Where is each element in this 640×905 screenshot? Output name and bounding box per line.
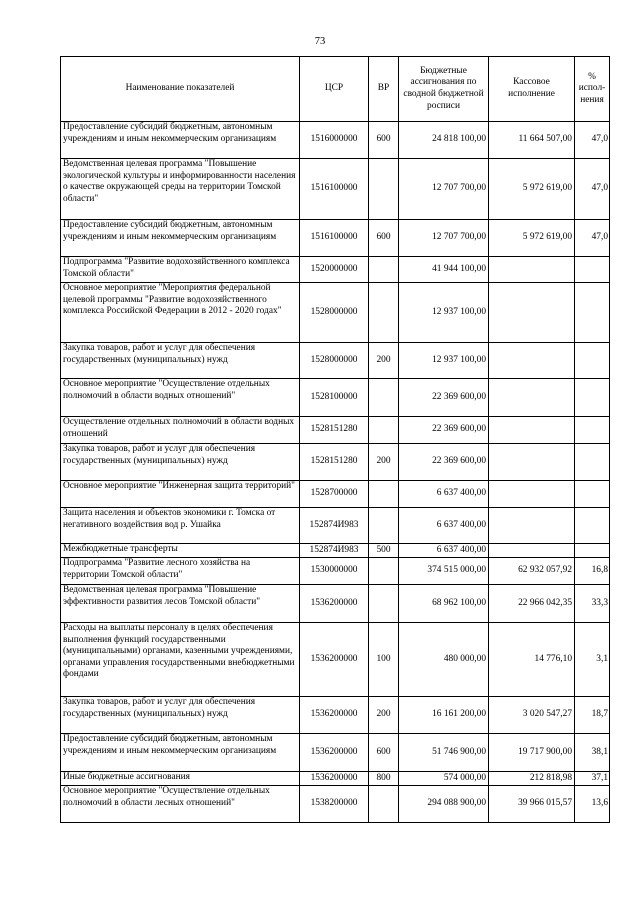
row-budget: 12 937 100,00: [399, 283, 489, 343]
row-cash: 19 717 900,00: [489, 734, 575, 772]
row-pct: [575, 343, 610, 379]
row-name: Предоставление субсидий бюджетным, автономным учреждениям и иным некоммерческим организациям: [61, 220, 300, 257]
table-row: [61, 257, 610, 283]
row-budget: 374 515 000,00: [399, 558, 489, 585]
row-name: Иные бюджетные ассигнования: [61, 772, 300, 786]
row-pct: [575, 257, 610, 283]
row-name: Расходы на выплаты персоналу в целях обеспечения выполнения функций государственными (муниципальными) органами, казенными учреждениями, органами управления государственными внебюджетными фондами: [61, 623, 300, 697]
row-csr: 1528000000: [300, 283, 369, 343]
row-cash: [489, 444, 575, 481]
row-cash: 14 776,10: [489, 623, 575, 697]
table-row: [61, 122, 610, 159]
row-budget: 24 818 100,00: [399, 122, 489, 159]
row-csr: 1516100000: [300, 159, 369, 220]
row-cash: 5 972 619,00: [489, 159, 575, 220]
row-csr: 1516000000: [300, 122, 369, 159]
row-cash: [489, 343, 575, 379]
page-number: 73: [314, 36, 326, 47]
row-name: Подпрограмма "Развитие лесного хозяйства на территории Томской области": [61, 558, 300, 585]
row-pct: 3,1: [575, 623, 610, 697]
row-csr: 1538200000: [300, 786, 369, 823]
row-name: Основное мероприятие "Осуществление отдельных полномочий в области водных отношений": [61, 379, 300, 417]
row-vr: [369, 508, 399, 544]
header-budget: Бюджетные ассигнования по сводной бюджетной росписи: [399, 57, 489, 122]
row-vr: [369, 159, 399, 220]
row-cash: 11 664 507,00: [489, 122, 575, 159]
row-pct: [575, 283, 610, 343]
row-pct: 13,6: [575, 786, 610, 823]
row-cash: 62 932 057,92: [489, 558, 575, 585]
row-budget: 41 944 100,00: [399, 257, 489, 283]
row-vr: [369, 558, 399, 585]
table-row: [61, 734, 610, 772]
table-row: [61, 379, 610, 417]
header-vr: ВР: [369, 57, 399, 122]
row-vr: 600: [369, 122, 399, 159]
row-name: Предоставление субсидий бюджетным, автономным учреждениям и иным некоммерческим организациям: [61, 734, 300, 772]
row-cash: [489, 283, 575, 343]
row-cash: 212 818,98: [489, 772, 575, 786]
row-vr: [369, 257, 399, 283]
table-row: [61, 220, 610, 257]
row-name: Закупка товаров, работ и услуг для обеспечения государственных (муниципальных) нужд: [61, 444, 300, 481]
table-row: [61, 623, 610, 697]
row-pct: 18,7: [575, 697, 610, 734]
row-pct: [575, 444, 610, 481]
row-vr: 200: [369, 697, 399, 734]
row-vr: [369, 786, 399, 823]
table-row: [61, 159, 610, 220]
row-budget: 12 937 100,00: [399, 343, 489, 379]
row-cash: [489, 379, 575, 417]
row-budget: 51 746 900,00: [399, 734, 489, 772]
row-pct: [575, 417, 610, 444]
row-budget: 68 962 100,00: [399, 585, 489, 623]
header-name: Наименование показателей: [61, 57, 300, 122]
row-budget: 294 088 900,00: [399, 786, 489, 823]
row-budget: 6 637 400,00: [399, 544, 489, 558]
row-vr: 600: [369, 734, 399, 772]
row-budget: 12 707 700,00: [399, 220, 489, 257]
table-row: [61, 283, 610, 343]
row-csr: 1528700000: [300, 481, 369, 508]
header-csr: ЦСР: [300, 57, 369, 122]
row-vr: 800: [369, 772, 399, 786]
table-row: [61, 343, 610, 379]
row-pct: 33,3: [575, 585, 610, 623]
row-cash: [489, 417, 575, 444]
row-budget: 480 000,00: [399, 623, 489, 697]
table-row: [61, 481, 610, 508]
row-csr: 1530000000: [300, 558, 369, 585]
row-name: Межбюджетные трансферты: [61, 544, 300, 558]
row-pct: [575, 508, 610, 544]
row-csr: 1536200000: [300, 697, 369, 734]
row-cash: 5 972 619,00: [489, 220, 575, 257]
row-pct: 16,8: [575, 558, 610, 585]
row-vr: [369, 585, 399, 623]
row-csr: 1516100000: [300, 220, 369, 257]
row-name: Ведомственная целевая программа "Повышение экологической культуры и информированности населения о качестве окружающей среды на территории Томской области": [61, 159, 300, 220]
row-vr: 100: [369, 623, 399, 697]
row-vr: [369, 283, 399, 343]
row-pct: 47,0: [575, 159, 610, 220]
row-vr: 200: [369, 343, 399, 379]
row-budget: 12 707 700,00: [399, 159, 489, 220]
row-vr: 200: [369, 444, 399, 481]
row-budget: 22 369 600,00: [399, 417, 489, 444]
row-cash: [489, 257, 575, 283]
row-name: Защита населения и объектов экономики г. Томска от негативного воздействия вод р. Ушайка: [61, 508, 300, 544]
row-pct: 37,1: [575, 772, 610, 786]
row-cash: 3 020 547,27: [489, 697, 575, 734]
row-vr: 500: [369, 544, 399, 558]
row-pct: 47,0: [575, 122, 610, 159]
table-row: [61, 772, 610, 786]
row-budget: 574 000,00: [399, 772, 489, 786]
header-pct: % испол-нения: [575, 57, 610, 122]
row-cash: [489, 481, 575, 508]
row-csr: 1536200000: [300, 585, 369, 623]
table-row: [61, 417, 610, 444]
row-name: Основное мероприятие "Инженерная защита территорий": [61, 481, 300, 508]
row-pct: [575, 481, 610, 508]
table-header-row: [61, 57, 610, 122]
row-csr: 152874И983: [300, 544, 369, 558]
row-name: Осуществление отдельных полномочий в области водных отношений: [61, 417, 300, 444]
row-name: Закупка товаров, работ и услуг для обеспечения государственных (муниципальных) нужд: [61, 343, 300, 379]
table-row: [61, 585, 610, 623]
row-pct: [575, 379, 610, 417]
table-row: [61, 444, 610, 481]
row-cash: [489, 508, 575, 544]
row-budget: 22 369 600,00: [399, 379, 489, 417]
row-vr: [369, 379, 399, 417]
table-row: [61, 786, 610, 823]
row-name: Предоставление субсидий бюджетным, автономным учреждениям и иным некоммерческим организациям: [61, 122, 300, 159]
row-vr: [369, 481, 399, 508]
row-name: Закупка товаров, работ и услуг для обеспечения государственных (муниципальных) нужд: [61, 697, 300, 734]
table-row: [61, 697, 610, 734]
row-name: Ведомственная целевая программа "Повышение эффективности развития лесов Томской области": [61, 585, 300, 623]
table-row: [61, 558, 610, 585]
row-budget: 22 369 600,00: [399, 444, 489, 481]
row-pct: 47,0: [575, 220, 610, 257]
row-csr: 1536200000: [300, 734, 369, 772]
row-pct: 38,1: [575, 734, 610, 772]
row-csr: 1536200000: [300, 623, 369, 697]
row-budget: 6 637 400,00: [399, 508, 489, 544]
row-csr: 1528100000: [300, 379, 369, 417]
row-cash: 22 966 042,35: [489, 585, 575, 623]
row-csr: 1528000000: [300, 343, 369, 379]
row-pct: [575, 544, 610, 558]
row-name: Основное мероприятие "Мероприятия федеральной целевой программы "Развитие водохозяйственного комплекса Российской Федерации в 2012 - 2020 годах": [61, 283, 300, 343]
row-csr: 152874И983: [300, 508, 369, 544]
row-cash: 39 966 015,57: [489, 786, 575, 823]
row-csr: 1528151280: [300, 444, 369, 481]
budget-table: [60, 56, 610, 823]
row-vr: 600: [369, 220, 399, 257]
row-name: Основное мероприятие "Осуществление отдельных полномочий в области лесных отношений": [61, 786, 300, 823]
row-budget: 6 637 400,00: [399, 481, 489, 508]
row-csr: 1536200000: [300, 772, 369, 786]
row-name: Подпрограмма "Развитие водохозяйственного комплекса Томской области": [61, 257, 300, 283]
table-row: [61, 508, 610, 544]
header-cash: Кассовое исполнение: [489, 57, 575, 122]
row-csr: 1528151280: [300, 417, 369, 444]
row-csr: 1520000000: [300, 257, 369, 283]
row-budget: 16 161 200,00: [399, 697, 489, 734]
row-vr: [369, 417, 399, 444]
table-row: [61, 544, 610, 558]
row-cash: [489, 544, 575, 558]
